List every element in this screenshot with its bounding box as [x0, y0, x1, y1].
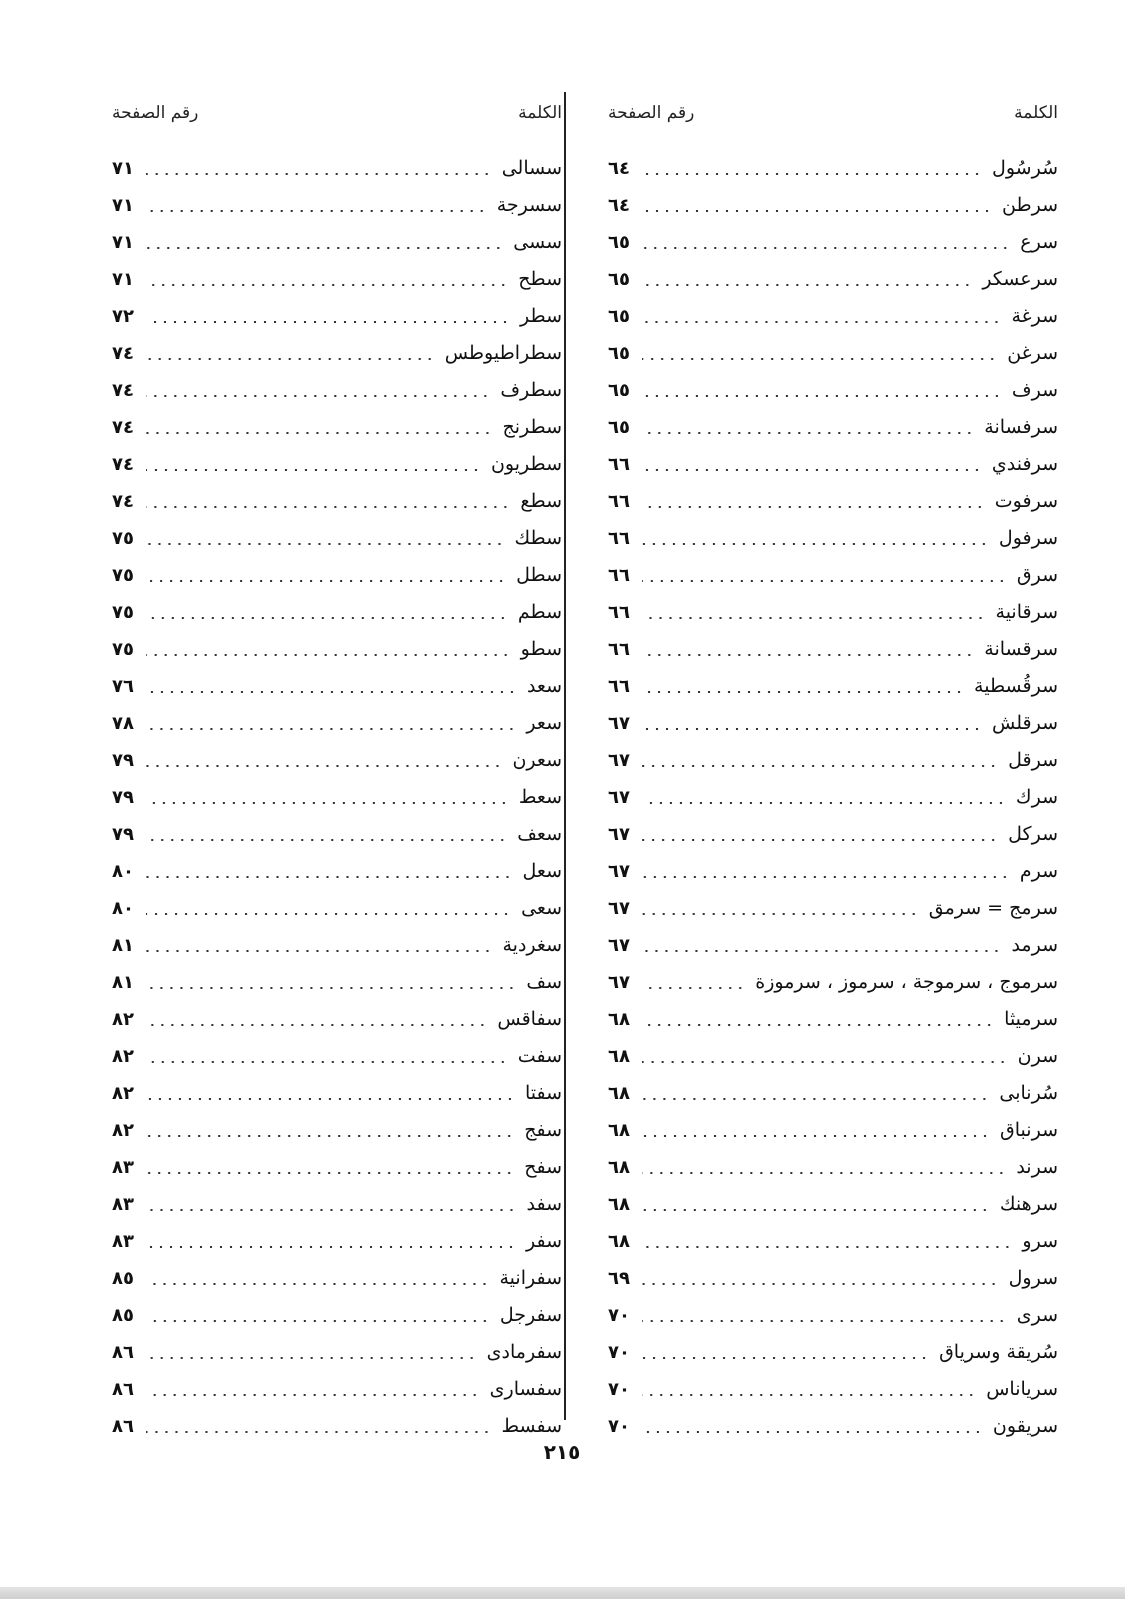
index-entry [608, 853, 1058, 890]
index-entry [112, 853, 562, 890]
index-entry [112, 1297, 562, 1334]
index-entry [112, 1186, 562, 1223]
entry-word: سرو [1022, 1230, 1058, 1252]
index-entry [608, 409, 1058, 446]
entry-word: سفسارى [489, 1378, 562, 1400]
dot-leader [146, 1246, 516, 1248]
entry-page-number: ٦٧ [608, 935, 630, 956]
entry-word: سف [526, 971, 562, 993]
dot-leader [146, 617, 508, 619]
dot-leader [642, 691, 964, 693]
index-entry [608, 298, 1058, 335]
word-header: الكلمة [518, 103, 562, 123]
entry-page-number: ٦٨ [608, 1009, 630, 1030]
dot-leader [146, 395, 490, 397]
dot-leader [146, 1098, 515, 1100]
index-entry [608, 1075, 1058, 1112]
entry-page-number: ٧٦ [112, 676, 134, 697]
dot-leader [642, 1024, 994, 1026]
entry-page-number: ٦٨ [608, 1046, 630, 1067]
entry-word: سرهنك [999, 1193, 1058, 1215]
index-entry [608, 1149, 1058, 1186]
column-header [608, 96, 1058, 130]
index-entry [608, 927, 1058, 964]
entry-word: سرغة [1011, 305, 1058, 327]
index-entry [608, 446, 1058, 483]
dot-leader [642, 1246, 1012, 1248]
entry-page-number: ٨٥ [112, 1305, 134, 1326]
index-entry [112, 1260, 562, 1297]
dot-leader [642, 1061, 1008, 1063]
entry-page-number: ٨٢ [112, 1120, 134, 1141]
entry-page-number: ٦٨ [608, 1157, 630, 1178]
index-entry [608, 890, 1058, 927]
entry-word: سرقسانة [984, 638, 1058, 660]
entry-page-number: ٦٤ [608, 195, 630, 216]
index-entry [608, 816, 1058, 853]
dot-leader [146, 1283, 489, 1285]
entry-word: سرميثا [1004, 1008, 1058, 1030]
entry-page-number: ٧٠ [608, 1342, 630, 1363]
entry-page-number: ٦٨ [608, 1120, 630, 1141]
dot-leader [642, 1135, 990, 1137]
index-entry [112, 890, 562, 927]
index-entry [608, 779, 1058, 816]
index-entry [608, 1260, 1058, 1297]
index-entry [112, 668, 562, 705]
dot-leader [642, 432, 974, 434]
dot-leader [642, 876, 1010, 878]
entry-page-number: ٦٥ [608, 417, 630, 438]
entry-page-number: ٧٤ [112, 491, 134, 512]
entry-page-number: ٦٦ [608, 639, 630, 660]
entry-word: سرفسانة [984, 416, 1058, 438]
entry-page-number: ٨٦ [112, 1342, 134, 1363]
dot-leader [642, 580, 1007, 582]
index-entry [112, 298, 562, 335]
index-entry [112, 150, 562, 187]
index-entry [112, 1334, 562, 1371]
index-entry [608, 1334, 1058, 1371]
dot-leader [642, 728, 982, 730]
index-entry [608, 1038, 1058, 1075]
dot-leader [146, 1061, 508, 1063]
dot-leader [642, 839, 998, 841]
dot-leader [642, 987, 745, 989]
entry-word: سفت [517, 1045, 562, 1067]
dot-leader [642, 321, 1001, 323]
entry-word: سرول [1008, 1267, 1058, 1289]
index-entry [608, 483, 1058, 520]
dot-leader [146, 506, 510, 508]
entry-page-number: ٧٩ [112, 824, 134, 845]
entry-word: سغردية [502, 934, 562, 956]
entry-word: سطك [514, 527, 562, 549]
entry-word: سرى [1016, 1304, 1058, 1326]
entry-page-number: ٧٤ [112, 343, 134, 364]
dot-leader [642, 395, 1002, 397]
word-header: الكلمة [1014, 103, 1058, 123]
index-entry [112, 1408, 562, 1445]
entry-word: سفاقس [497, 1008, 562, 1030]
entry-page-number: ٧٠ [608, 1379, 630, 1400]
entry-word: سسالى [501, 157, 562, 179]
entry-word: سركل [1008, 823, 1058, 845]
entry-word: سطرنج [502, 416, 562, 438]
entry-word: سرقُسطية [974, 675, 1058, 697]
entry-page-number: ٦٨ [608, 1194, 630, 1215]
entry-page-number: ٦٩ [608, 1268, 630, 1289]
entry-word: سفر [525, 1230, 562, 1252]
entry-word: سرك [1015, 786, 1058, 808]
entry-word: سفسط [501, 1415, 562, 1437]
entry-page-number: ٨١ [112, 935, 134, 956]
entry-word: سعى [521, 897, 562, 919]
entry-word: سسرجة [496, 194, 562, 216]
dot-leader [146, 1135, 514, 1137]
entry-page-number: ٦٤ [608, 158, 630, 179]
index-entry [112, 187, 562, 224]
dot-leader [146, 765, 502, 767]
entry-page-number: ٧٤ [112, 454, 134, 475]
entry-page-number: ٦٦ [608, 602, 630, 623]
index-entry [608, 1408, 1058, 1445]
entry-page-number: ٦٥ [608, 306, 630, 327]
entry-page-number: ٨٥ [112, 1268, 134, 1289]
entry-page-number: ٦٧ [608, 972, 630, 993]
index-entry [608, 964, 1058, 1001]
index-column-left [112, 96, 562, 1445]
dot-leader [642, 1172, 1006, 1174]
index-entry [608, 224, 1058, 261]
dot-leader [642, 1209, 990, 1211]
entry-word: سفح [524, 1156, 562, 1178]
entry-page-number: ٧٤ [112, 380, 134, 401]
index-entry [112, 335, 562, 372]
entry-word: سعر [526, 712, 562, 734]
dot-leader [642, 1098, 989, 1100]
dot-leader [642, 506, 985, 508]
entry-page-number: ٧٥ [112, 528, 134, 549]
index-entry [608, 1297, 1058, 1334]
entry-page-number: ٧٩ [112, 787, 134, 808]
index-entry [112, 705, 562, 742]
entry-page-number: ٦٦ [608, 491, 630, 512]
entry-page-number: ٨٠ [112, 861, 134, 882]
index-entry [608, 557, 1058, 594]
entry-word: سرياناس [986, 1378, 1058, 1400]
dot-leader [642, 1394, 976, 1396]
dot-leader [642, 950, 1001, 952]
entry-word: سفد [526, 1193, 562, 1215]
dot-leader [146, 1320, 490, 1322]
entry-word: سطل [516, 564, 562, 586]
index-entry [112, 409, 562, 446]
index-rows-left [112, 150, 562, 1445]
entry-word: سفرجل [499, 1304, 562, 1326]
entry-page-number: ٨١ [112, 972, 134, 993]
index-entry [608, 335, 1058, 372]
index-entry [112, 1149, 562, 1186]
index-entry [608, 187, 1058, 224]
entry-word: سطريون [490, 453, 562, 475]
entry-word: سفتا [524, 1082, 562, 1104]
index-entry [608, 1186, 1058, 1223]
index-entry [608, 594, 1058, 631]
dot-leader [146, 1431, 491, 1433]
entry-page-number: ٧٥ [112, 602, 134, 623]
index-entry [112, 1001, 562, 1038]
index-entry [112, 1075, 562, 1112]
index-rows-right [608, 150, 1058, 1445]
dot-leader [146, 1172, 514, 1174]
dot-leader [642, 284, 972, 286]
dot-leader [642, 654, 974, 656]
index-entry [112, 446, 562, 483]
dot-leader [642, 1431, 983, 1433]
entry-word: سطرف [500, 379, 562, 401]
scan-bottom-edge [0, 1587, 1125, 1599]
entry-word: سُرسُول [992, 157, 1058, 179]
entry-page-number: ٦٥ [608, 269, 630, 290]
dot-leader [642, 210, 992, 212]
entry-page-number: ٨٢ [112, 1046, 134, 1067]
dot-leader [642, 358, 997, 360]
entry-page-number: ٨٢ [112, 1083, 134, 1104]
entry-page-number: ٦٧ [608, 750, 630, 771]
index-entry [112, 816, 562, 853]
index-entry [608, 1112, 1058, 1149]
entry-word: سعرن [512, 749, 562, 771]
entry-page-number: ٦٥ [608, 380, 630, 401]
entry-page-number: ٦٧ [608, 861, 630, 882]
index-entry [608, 520, 1058, 557]
entry-page-number: ٨٢ [112, 1009, 134, 1030]
entry-word: سرم [1019, 860, 1058, 882]
entry-word: سرنباق [1000, 1119, 1058, 1141]
entry-page-number: ٧٢ [112, 306, 134, 327]
dot-leader [642, 247, 1010, 249]
entry-page-number: ٧١ [112, 158, 134, 179]
dot-leader [642, 1357, 929, 1359]
dot-leader [642, 617, 986, 619]
index-entry [608, 631, 1058, 668]
index-entry [112, 779, 562, 816]
dot-leader [146, 691, 517, 693]
entry-word: سرند [1016, 1156, 1058, 1178]
entry-word: سرف [1011, 379, 1058, 401]
entry-page-number: ٦٦ [608, 676, 630, 697]
column-divider [564, 92, 566, 1420]
entry-word: سفرمادى [486, 1341, 562, 1363]
index-entry [112, 1038, 562, 1075]
index-entry [608, 1223, 1058, 1260]
dot-leader [642, 1283, 999, 1285]
dot-leader [146, 1024, 487, 1026]
entry-page-number: ٦٧ [608, 787, 630, 808]
entry-page-number: ٧٤ [112, 417, 134, 438]
entry-word: سطع [520, 490, 562, 512]
entry-page-number: ٧٠ [608, 1305, 630, 1326]
entry-page-number: ٧١ [112, 195, 134, 216]
dot-leader [146, 358, 435, 360]
entry-word: سرن [1017, 1045, 1058, 1067]
dot-leader [146, 728, 516, 730]
index-entry [112, 1223, 562, 1260]
dot-leader [146, 839, 507, 841]
index-entry [608, 1371, 1058, 1408]
entry-page-number: ٧١ [112, 232, 134, 253]
entry-word: سرفول [998, 527, 1058, 549]
dot-leader [146, 173, 492, 175]
dot-leader [146, 247, 503, 249]
entry-page-number: ٧٥ [112, 639, 134, 660]
entry-word: سُريقة وسرياق [939, 1341, 1058, 1363]
index-entry [112, 1112, 562, 1149]
entry-page-number: ٨٣ [112, 1231, 134, 1252]
entry-word: سعل [522, 860, 562, 882]
dot-leader [146, 950, 492, 952]
entry-word: سرع [1020, 231, 1058, 253]
entry-page-number: ٦٨ [608, 1231, 630, 1252]
index-entry [608, 742, 1058, 779]
dot-leader [146, 1209, 516, 1211]
entry-word: سرعسكر [982, 268, 1058, 290]
index-entry [112, 557, 562, 594]
entry-word: سرق [1016, 564, 1058, 586]
entry-page-number: ٦٦ [608, 454, 630, 475]
entry-word: سرفندي [991, 453, 1058, 475]
index-entry [112, 372, 562, 409]
entry-page-number: ٧٩ [112, 750, 134, 771]
page-number-header: رقم الصفحة [608, 103, 695, 123]
entry-page-number: ٧٠ [608, 1416, 630, 1437]
entry-word: سفج [524, 1119, 562, 1141]
entry-word: سرمج = سرمق [928, 897, 1058, 919]
dot-leader [642, 173, 982, 175]
entry-word: سطو [520, 638, 562, 660]
entry-word: سريقون [992, 1415, 1058, 1437]
index-entry [608, 150, 1058, 187]
entry-page-number: ٦٦ [608, 565, 630, 586]
dot-leader [146, 543, 504, 545]
entry-word: سرطن [1002, 194, 1058, 216]
entry-word: سرفوت [994, 490, 1058, 512]
entry-word: سرغن [1007, 342, 1058, 364]
dot-leader [146, 284, 508, 286]
dot-leader [642, 913, 919, 915]
dot-leader [146, 469, 481, 471]
dot-leader [146, 210, 487, 212]
entry-word: سطر [520, 305, 562, 327]
entry-page-number: ٦٥ [608, 232, 630, 253]
entry-page-number: ٦٨ [608, 1083, 630, 1104]
index-column-right [608, 96, 1058, 1445]
index-entry [112, 964, 562, 1001]
index-entry [112, 594, 562, 631]
dot-leader [146, 580, 506, 582]
entry-page-number: ٨٠ [112, 898, 134, 919]
entry-word: سفرانية [499, 1267, 562, 1289]
dot-leader [642, 469, 982, 471]
index-entry [112, 224, 562, 261]
index-entry [608, 668, 1058, 705]
entry-page-number: ٨٦ [112, 1416, 134, 1437]
dot-leader [642, 1320, 1007, 1322]
index-entry [608, 705, 1058, 742]
index-entry [608, 261, 1058, 298]
page-number-header: رقم الصفحة [112, 103, 199, 123]
dot-leader [146, 321, 510, 323]
dot-leader [642, 543, 989, 545]
entry-page-number: ٨٣ [112, 1194, 134, 1215]
entry-page-number: ٨٣ [112, 1157, 134, 1178]
index-entry [112, 520, 562, 557]
entry-word: سعف [517, 823, 562, 845]
entry-word: سطح [518, 268, 562, 290]
entry-word: سعد [526, 675, 562, 697]
entry-word: سرمد [1011, 934, 1058, 956]
entry-word: سرموج ، سرموجة ، سرموز ، سرموزة [755, 971, 1058, 993]
entry-page-number: ٨٦ [112, 1379, 134, 1400]
column-header [112, 96, 562, 130]
index-entry [112, 483, 562, 520]
entry-word: سسى [513, 231, 562, 253]
dot-leader [146, 802, 509, 804]
index-entry [112, 927, 562, 964]
index-entry [112, 261, 562, 298]
dot-leader [146, 987, 516, 989]
entry-word: سطم [517, 601, 562, 623]
dot-leader [642, 765, 998, 767]
entry-page-number: ٦٧ [608, 898, 630, 919]
index-entry [112, 631, 562, 668]
entry-page-number: ٦٥ [608, 343, 630, 364]
dot-leader [146, 1357, 477, 1359]
dot-leader [146, 876, 513, 878]
dot-leader [146, 1394, 480, 1396]
entry-page-number: ٦٧ [608, 713, 630, 734]
entry-word: سرقانية [995, 601, 1058, 623]
entry-page-number: ٧١ [112, 269, 134, 290]
entry-page-number: ٦٦ [608, 528, 630, 549]
entry-word: سُرنابى [999, 1082, 1058, 1104]
index-entry [608, 372, 1058, 409]
page-folio: ٢١٥ [543, 1440, 581, 1464]
dot-leader [146, 913, 511, 915]
entry-page-number: ٦٧ [608, 824, 630, 845]
entry-page-number: ٧٨ [112, 713, 134, 734]
entry-word: سعط [518, 786, 562, 808]
dot-leader [146, 432, 492, 434]
entry-word: سرقل [1008, 749, 1058, 771]
dot-leader [146, 654, 511, 656]
index-entry [112, 742, 562, 779]
entry-word: سرقلش [992, 712, 1058, 734]
index-entry [112, 1371, 562, 1408]
entry-page-number: ٧٥ [112, 565, 134, 586]
index-entry [608, 1001, 1058, 1038]
dot-leader [642, 802, 1006, 804]
entry-word: سطراطيوطس [444, 342, 562, 364]
